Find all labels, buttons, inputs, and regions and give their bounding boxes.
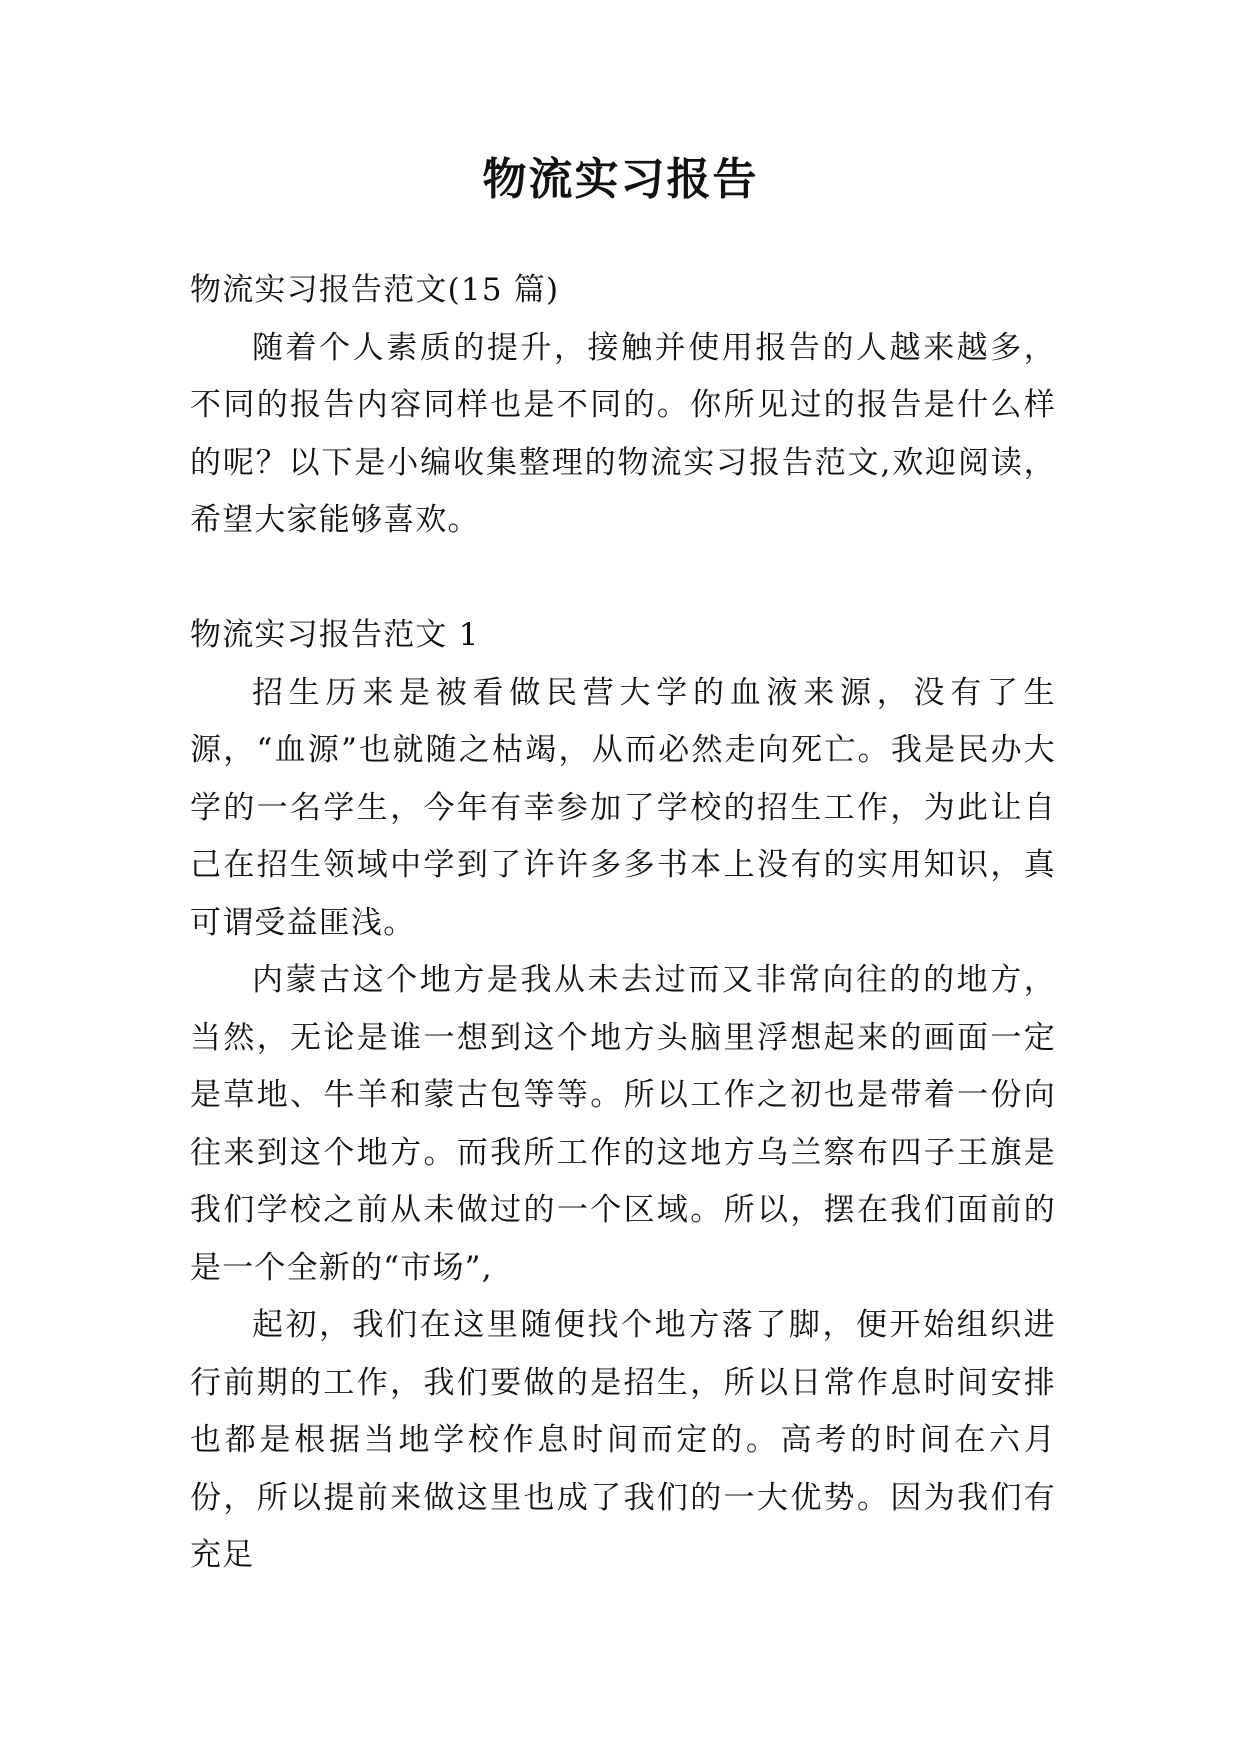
body-paragraph: 内蒙古这个地方是我从未去过而又非常向往的的地方，当然，无论是谁一想到这个地方头脑里浮想起来的画面一定是草地、牛羊和蒙古包等等。所以工作之初也是带着一份向往来到这个地方。而我所工作的这地方乌兰察布四子王旗是我们学校之前从未做过的一个区域。所以，摆在我们面前的是一个全新的“市场”, xyxy=(190,962,1056,1286)
body-paragraph: 招生历来是被看做民营大学的血液来源，没有了生源，“血源”也就随之枯竭，从而必然走向死亡。我是民办大学的一名学生，今年有幸参加了学校的招生工作，为此让自己在招生领域中学到了许许多多书本上没有的实用知识，真可谓受益匪浅。 xyxy=(190,674,1056,941)
section-spacer xyxy=(190,550,1056,608)
document-title: 物流实习报告 xyxy=(482,154,759,205)
body-paragraph: 起初，我们在这里随便找个地方落了脚，便开始组织进行前期的工作，我们要做的是招生，所以日常作息时间安排也都是根据当地学校作息时间而定的。高考的时间在六月份，所以提前来做这里也成了我们的一大优势。因为我们有充足 xyxy=(190,1307,1056,1573)
section-heading: 物流实习报告范文 1 xyxy=(190,617,480,653)
document-body xyxy=(190,262,1056,1585)
intro-paragraph: 随着个人素质的提升，接触并使用报告的人越来越多，不同的报告内容同样也是不同的。你所见过的报告是什么样的呢？以下是小编收集整理的物流实习报告范文,欢迎阅读，希望大家能够喜欢。 xyxy=(190,329,1056,538)
document-subtitle: 物流实习报告范文(15 篇) xyxy=(190,272,560,308)
